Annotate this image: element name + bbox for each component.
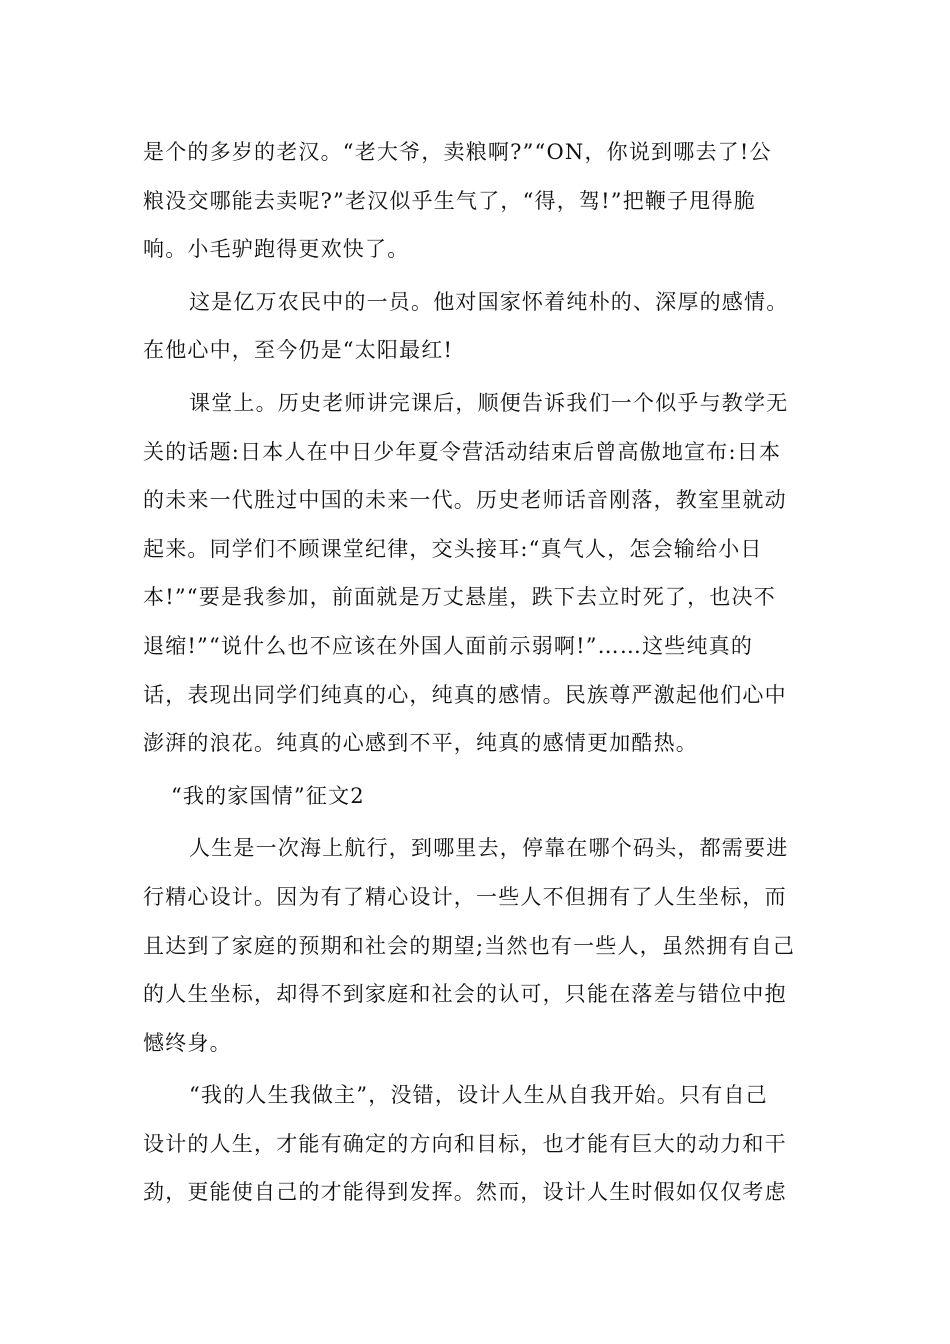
text-line: 起来。同学们不顾课堂纪律，交头接耳:“真气人，怎会输给小日 — [143, 536, 763, 561]
text-line: 粮没交哪能去卖呢?”老汉似乎生气了，“得，驾!”把鞭子甩得脆 — [143, 188, 756, 213]
text-line: 话，表现出同学们纯真的心，纯真的感情。民族尊严激起他们心中 — [143, 682, 787, 707]
paragraph-3 — [143, 379, 808, 768]
text-line: 的未来一代胜过中国的未来一代。历史老师话音刚落，教室里就动 — [143, 488, 787, 513]
paragraph-5 — [143, 1071, 808, 1217]
text-line: “我的人生我做主”，没错，设计人生从自我开始。只有自己 — [189, 1083, 768, 1108]
text-line: 关的话题:日本人在中日少年夏令营活动结束后曾高傲地宣布:日本 — [143, 439, 782, 464]
paragraph-1 — [143, 128, 808, 274]
text-line: 是个的多岁的老汉。“老大爷，卖粮啊?”“ON，你说到哪去了!公 — [143, 140, 772, 164]
section-heading — [143, 772, 808, 821]
heading-text: “我的家国情”征文2 — [171, 783, 365, 808]
text-column — [143, 128, 808, 1221]
paragraph-4 — [143, 824, 808, 1067]
text-line: 退缩!”“说什么也不应该在外国人面前示弱啊!”……这些纯真的 — [143, 633, 754, 658]
text-line: 的人生坐标，却得不到家庭和社会的认可，只能在落差与错位中抱 — [143, 982, 787, 1007]
text-line: 人生是一次海上航行，到哪里去，停靠在哪个码头，都需要进 — [189, 836, 789, 861]
text-line: 澎湃的浪花。纯真的心感到不平，纯真的感情更加酷热。 — [143, 731, 698, 756]
text-line: 响。小毛驴跑得更欢快了。 — [143, 237, 410, 262]
text-line: 憾终身。 — [143, 1030, 232, 1055]
text-line: 本!”“要是我参加，前面就是万丈悬崖，跌下去立时死了，也决不 — [143, 585, 776, 610]
text-line: 在他心中，至今仍是“太阳最红! — [143, 338, 454, 363]
text-line: 这是亿万农民中的一员。他对国家怀着纯朴的、深厚的感情。 — [189, 289, 789, 314]
text-line: 劲，更能使自己的才能得到发挥。然而，设计人生时假如仅仅考虑 — [143, 1180, 787, 1205]
text-line: 设计的人生，才能有确定的方向和目标，也才能有巨大的动力和干 — [143, 1131, 787, 1156]
text-line: 课堂上。历史老师讲完课后，顺便告诉我们一个似乎与教学无 — [189, 390, 789, 415]
paragraph-2 — [143, 278, 808, 375]
text-line: 且达到了家庭的预期和社会的期望;当然也有一些人，虽然拥有自己 — [143, 933, 796, 958]
text-line: 行精心设计。因为有了精心设计，一些人不但拥有了人生坐标，而 — [143, 884, 787, 909]
